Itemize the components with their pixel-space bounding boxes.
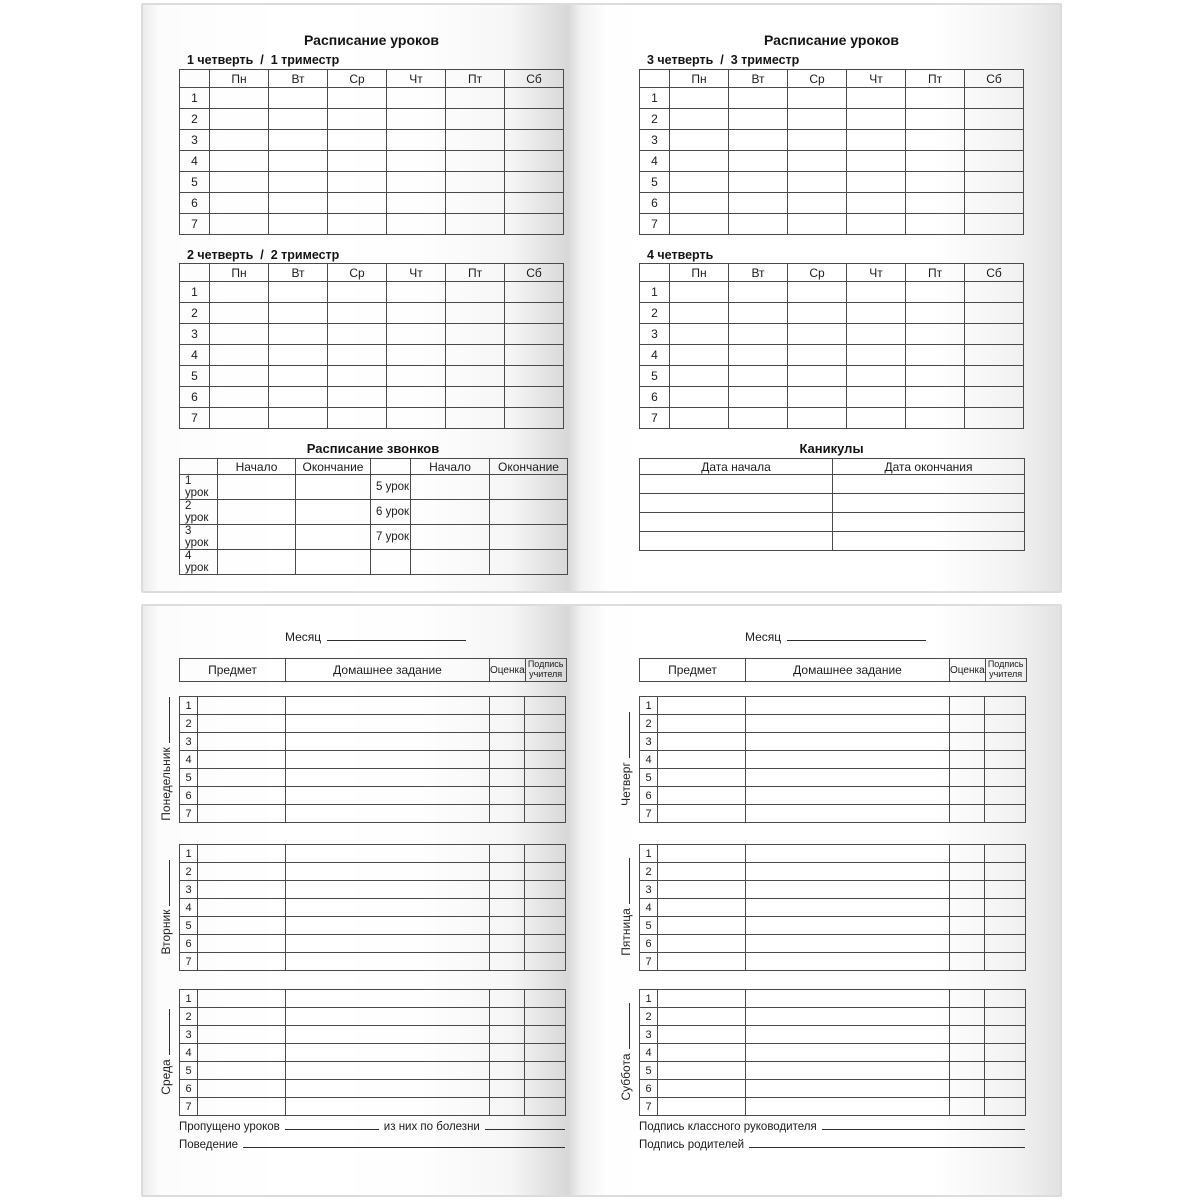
diary-columns-header-left bbox=[179, 658, 567, 682]
lesson-row bbox=[640, 899, 1026, 917]
lesson-number-cell: 4 bbox=[180, 1044, 198, 1062]
holidays-header-row bbox=[640, 459, 1025, 475]
teacher-signature-col-header: Подпись учителя bbox=[525, 659, 566, 682]
lesson-row bbox=[180, 769, 566, 787]
bells-row bbox=[180, 525, 568, 550]
day-name: Понедельник bbox=[159, 747, 173, 821]
subject-col-header: Предмет bbox=[640, 659, 746, 682]
day-col-mon: Пн bbox=[210, 70, 269, 88]
lesson-number-cell: 3 bbox=[640, 733, 658, 751]
lesson-number-cell: 2 bbox=[180, 303, 210, 324]
lesson-number-cell: 5 bbox=[180, 172, 210, 193]
day-col-thu: Чт bbox=[387, 70, 446, 88]
schedule-row bbox=[640, 109, 1024, 130]
lesson-number-cell: 3 bbox=[640, 130, 670, 151]
lesson-number-cell: 2 bbox=[180, 715, 198, 733]
behavior-row bbox=[179, 1139, 565, 1157]
day-col-fri: Пт bbox=[906, 70, 965, 88]
month-row-left bbox=[285, 630, 466, 644]
day-table-monday bbox=[179, 696, 566, 823]
lesson-row bbox=[640, 845, 1026, 863]
day-col-sat: Сб bbox=[965, 264, 1024, 282]
bell-lesson-label: 7 урок bbox=[371, 525, 411, 550]
day-header-row bbox=[640, 70, 1024, 88]
lesson-number-cell: 4 bbox=[180, 899, 198, 917]
day-label-tuesday bbox=[159, 844, 175, 970]
day-col-tue: Вт bbox=[269, 70, 328, 88]
day-table-thursday bbox=[639, 696, 1026, 823]
schedule-row bbox=[640, 193, 1024, 214]
lesson-row bbox=[180, 1080, 566, 1098]
lesson-row bbox=[180, 899, 566, 917]
lesson-row bbox=[640, 990, 1026, 1008]
lesson-number-cell: 7 bbox=[180, 953, 198, 971]
schedule-row bbox=[180, 303, 564, 324]
lesson-number-cell: 4 bbox=[640, 345, 670, 366]
homework-col-header: Домашнее задание bbox=[286, 659, 490, 682]
day-name: Вторник bbox=[159, 909, 173, 955]
lesson-row bbox=[640, 715, 1026, 733]
lesson-row bbox=[180, 881, 566, 899]
schedule-row bbox=[180, 366, 564, 387]
lesson-number-cell: 5 bbox=[180, 1062, 198, 1080]
lesson-number-cell: 4 bbox=[180, 151, 210, 172]
fill-line bbox=[285, 1129, 379, 1130]
day-label-wednesday bbox=[159, 989, 175, 1115]
day-col-tue: Вт bbox=[729, 264, 788, 282]
grade-col-header: Оценка bbox=[950, 659, 986, 682]
class-teacher-signature-row bbox=[639, 1121, 1025, 1139]
class-teacher-signature-label: Подпись классного руководителя bbox=[639, 1121, 817, 1133]
lesson-number-cell: 7 bbox=[180, 408, 210, 429]
lesson-row bbox=[180, 953, 566, 971]
lesson-row bbox=[640, 787, 1026, 805]
schedule-row bbox=[640, 130, 1024, 151]
lesson-number-cell: 1 bbox=[180, 845, 198, 863]
lesson-row bbox=[180, 863, 566, 881]
lesson-number-cell: 1 bbox=[640, 990, 658, 1008]
day-col-tue: Вт bbox=[729, 70, 788, 88]
day-col-fri: Пт bbox=[906, 264, 965, 282]
lesson-number-cell: 4 bbox=[180, 345, 210, 366]
page-title-lessons-schedule-right: Расписание уроков bbox=[764, 32, 899, 48]
start-col-header: Начало bbox=[218, 459, 296, 475]
lesson-row bbox=[180, 733, 566, 751]
day-col-wed: Ср bbox=[328, 70, 387, 88]
date-line bbox=[169, 860, 170, 906]
day-table-friday bbox=[639, 844, 1026, 971]
lesson-number-cell: 6 bbox=[180, 935, 198, 953]
homework-col-header: Домашнее задание bbox=[746, 659, 950, 682]
schedule-row bbox=[180, 88, 564, 109]
lesson-number-cell: 1 bbox=[640, 282, 670, 303]
quarter-2-label: 2 четверть / 2 триместр bbox=[187, 248, 340, 262]
lesson-row bbox=[640, 953, 1026, 971]
lesson-number-cell: 2 bbox=[640, 109, 670, 130]
left-page-footer bbox=[179, 1121, 565, 1157]
lesson-row bbox=[640, 1026, 1026, 1044]
teacher-signature-col-header: Подпись учителя bbox=[985, 659, 1026, 682]
bottom-page-spread bbox=[141, 604, 1062, 1197]
lesson-number-cell: 1 bbox=[180, 282, 210, 303]
schedule-row bbox=[180, 387, 564, 408]
lesson-row bbox=[640, 1008, 1026, 1026]
top-page-spread bbox=[141, 3, 1062, 593]
lesson-number-cell: 1 bbox=[640, 88, 670, 109]
schedule-row bbox=[640, 172, 1024, 193]
lesson-row bbox=[640, 1098, 1026, 1116]
lesson-number-cell: 3 bbox=[180, 733, 198, 751]
lesson-number-cell: 2 bbox=[640, 715, 658, 733]
lesson-row bbox=[640, 1062, 1026, 1080]
day-col-mon: Пн bbox=[670, 264, 729, 282]
lesson-number-cell: 5 bbox=[180, 769, 198, 787]
lesson-row bbox=[640, 733, 1026, 751]
lesson-number-cell: 6 bbox=[640, 387, 670, 408]
right-page-footer bbox=[639, 1121, 1025, 1157]
quarter-1-label: 1 четверть / 1 триместр bbox=[187, 53, 340, 67]
lesson-number-cell: 3 bbox=[180, 324, 210, 345]
lesson-row bbox=[180, 990, 566, 1008]
lesson-number-cell: 2 bbox=[640, 863, 658, 881]
schedule-row bbox=[180, 172, 564, 193]
diary-columns-header-right bbox=[639, 658, 1027, 682]
day-col-thu: Чт bbox=[387, 264, 446, 282]
lesson-number-cell: 3 bbox=[180, 130, 210, 151]
lesson-row bbox=[640, 769, 1026, 787]
lesson-number-cell: 5 bbox=[640, 769, 658, 787]
lesson-row bbox=[640, 1044, 1026, 1062]
lesson-row bbox=[180, 1098, 566, 1116]
sick-lessons-label: из них по болезни bbox=[383, 1121, 480, 1133]
month-label: Месяц bbox=[745, 630, 782, 644]
lesson-number-cell: 4 bbox=[640, 1044, 658, 1062]
end-date-header: Дата окончания bbox=[833, 459, 1025, 475]
lesson-number-cell: 2 bbox=[640, 1008, 658, 1026]
bell-lesson-label: 5 урок bbox=[371, 475, 411, 500]
day-name: Пятница bbox=[619, 908, 633, 956]
bells-row bbox=[180, 550, 568, 575]
lesson-number-cell: 4 bbox=[640, 151, 670, 172]
date-line bbox=[169, 697, 170, 743]
day-col-fri: Пт bbox=[446, 264, 505, 282]
day-name: Суббота bbox=[619, 1053, 633, 1101]
page-title-lessons-schedule-left: Расписание уроков bbox=[304, 32, 439, 48]
lesson-number-cell: 5 bbox=[640, 917, 658, 935]
day-table-tuesday bbox=[179, 844, 566, 971]
bells-schedule-title: Расписание звонков bbox=[306, 441, 440, 456]
lesson-row bbox=[180, 715, 566, 733]
holidays-row bbox=[640, 494, 1025, 513]
month-row-right bbox=[745, 630, 926, 644]
day-col-sat: Сб bbox=[505, 70, 564, 88]
lesson-row bbox=[180, 1026, 566, 1044]
day-col-wed: Ср bbox=[788, 264, 847, 282]
bells-header-row bbox=[180, 459, 568, 475]
schedule-row bbox=[640, 214, 1024, 235]
lesson-number-cell: 7 bbox=[180, 1098, 198, 1116]
lesson-row bbox=[180, 1062, 566, 1080]
schedule-row bbox=[640, 366, 1024, 387]
end-col-header: Окончание bbox=[296, 459, 371, 475]
lesson-number-cell: 6 bbox=[180, 787, 198, 805]
fill-line bbox=[822, 1129, 1025, 1130]
lesson-row bbox=[180, 917, 566, 935]
lesson-number-cell: 6 bbox=[180, 1080, 198, 1098]
lesson-number-cell: 7 bbox=[640, 214, 670, 235]
schedule-row bbox=[640, 408, 1024, 429]
holidays-row bbox=[640, 475, 1025, 494]
quarter-4-label: 4 четверть bbox=[647, 248, 714, 262]
lesson-row bbox=[640, 1080, 1026, 1098]
lesson-number-cell: 2 bbox=[180, 863, 198, 881]
lesson-number-cell: 1 bbox=[640, 697, 658, 715]
bell-lesson-label: 1 урок bbox=[180, 475, 218, 500]
schedule-table-quarter-4 bbox=[639, 263, 1024, 429]
lesson-row bbox=[640, 697, 1026, 715]
lesson-row bbox=[180, 1008, 566, 1026]
bell-lesson-label bbox=[371, 550, 411, 575]
grade-col-header: Оценка bbox=[490, 659, 526, 682]
schedule-row bbox=[180, 324, 564, 345]
start-col-header: Начало bbox=[411, 459, 490, 475]
subject-col-header: Предмет bbox=[180, 659, 286, 682]
day-label-monday bbox=[159, 696, 175, 822]
day-col-wed: Ср bbox=[788, 70, 847, 88]
lesson-row bbox=[640, 751, 1026, 769]
schedule-row bbox=[640, 88, 1024, 109]
fill-line bbox=[485, 1129, 565, 1130]
lesson-row bbox=[180, 935, 566, 953]
schedule-row bbox=[640, 282, 1024, 303]
day-col-fri: Пт bbox=[446, 70, 505, 88]
end-col-header: Окончание bbox=[490, 459, 568, 475]
day-col-thu: Чт bbox=[847, 264, 906, 282]
lesson-row bbox=[640, 935, 1026, 953]
lesson-number-cell: 2 bbox=[640, 303, 670, 324]
schedule-row bbox=[640, 303, 1024, 324]
day-col-mon: Пн bbox=[670, 70, 729, 88]
schedule-row bbox=[180, 282, 564, 303]
parents-signature-label: Подпись родителей bbox=[639, 1139, 745, 1151]
day-name: Четверг bbox=[619, 762, 633, 806]
day-header-row bbox=[180, 264, 564, 282]
diary-header-row bbox=[640, 659, 1027, 682]
diary-header-row bbox=[180, 659, 567, 682]
schedule-row bbox=[640, 387, 1024, 408]
date-line bbox=[629, 1004, 630, 1050]
missed-lessons-label: Пропущено уроков bbox=[179, 1121, 280, 1133]
lesson-number-cell: 3 bbox=[640, 1026, 658, 1044]
day-label-saturday bbox=[619, 989, 635, 1115]
fill-line bbox=[749, 1147, 1025, 1148]
bell-lesson-label: 3 урок bbox=[180, 525, 218, 550]
lesson-number-cell: 6 bbox=[640, 193, 670, 214]
lesson-row bbox=[180, 697, 566, 715]
holidays-row bbox=[640, 513, 1025, 532]
day-col-thu: Чт bbox=[847, 70, 906, 88]
day-col-mon: Пн bbox=[210, 264, 269, 282]
day-header-row bbox=[640, 264, 1024, 282]
lesson-number-cell: 7 bbox=[640, 408, 670, 429]
lesson-number-cell: 2 bbox=[180, 1008, 198, 1026]
day-header-row bbox=[180, 70, 564, 88]
lesson-number-cell: 6 bbox=[180, 193, 210, 214]
schedule-table-quarter-2 bbox=[179, 263, 564, 429]
behavior-label: Поведение bbox=[179, 1139, 239, 1151]
day-col-sat: Сб bbox=[965, 70, 1024, 88]
day-table-wednesday bbox=[179, 989, 566, 1116]
lesson-row bbox=[180, 751, 566, 769]
day-col-wed: Ср bbox=[328, 264, 387, 282]
missed-lessons-row bbox=[179, 1121, 565, 1139]
lesson-number-cell: 6 bbox=[640, 1080, 658, 1098]
quarter-3-label: 3 четверть / 3 триместр bbox=[647, 53, 800, 67]
fill-line bbox=[787, 640, 926, 641]
lesson-number-cell: 6 bbox=[640, 787, 658, 805]
lesson-number-cell: 7 bbox=[640, 953, 658, 971]
date-line bbox=[169, 1009, 170, 1055]
lesson-number-cell: 5 bbox=[640, 1062, 658, 1080]
lesson-row bbox=[640, 805, 1026, 823]
holidays-title: Каникулы bbox=[799, 441, 864, 456]
schedule-row bbox=[640, 324, 1024, 345]
month-label: Месяц bbox=[285, 630, 322, 644]
holidays-table bbox=[639, 458, 1025, 551]
lesson-number-cell: 3 bbox=[180, 881, 198, 899]
lesson-number-cell: 4 bbox=[640, 751, 658, 769]
lesson-row bbox=[640, 881, 1026, 899]
fill-line bbox=[327, 640, 466, 641]
lesson-row bbox=[640, 863, 1026, 881]
holidays-row bbox=[640, 532, 1025, 551]
fill-line bbox=[243, 1147, 565, 1148]
day-name: Среда bbox=[159, 1059, 173, 1095]
schedule-row bbox=[180, 130, 564, 151]
bells-schedule-table bbox=[179, 458, 568, 575]
lesson-number-cell: 1 bbox=[180, 990, 198, 1008]
schedule-row bbox=[180, 408, 564, 429]
day-col-sat: Сб bbox=[505, 264, 564, 282]
lesson-number-cell: 4 bbox=[180, 751, 198, 769]
schedule-row bbox=[180, 109, 564, 130]
bell-lesson-label: 4 урок bbox=[180, 550, 218, 575]
lesson-number-cell: 3 bbox=[180, 1026, 198, 1044]
lesson-number-cell: 7 bbox=[180, 214, 210, 235]
lesson-number-cell: 1 bbox=[180, 88, 210, 109]
lesson-number-cell: 2 bbox=[180, 109, 210, 130]
parents-signature-row bbox=[639, 1139, 1025, 1157]
schedule-row bbox=[640, 151, 1024, 172]
lesson-number-cell: 5 bbox=[640, 172, 670, 193]
bell-lesson-label: 6 урок bbox=[371, 500, 411, 525]
lesson-number-cell: 5 bbox=[180, 917, 198, 935]
lesson-row bbox=[180, 1044, 566, 1062]
date-line bbox=[629, 712, 630, 758]
lesson-number-cell: 4 bbox=[640, 899, 658, 917]
lesson-number-cell: 7 bbox=[640, 805, 658, 823]
lesson-number-cell: 5 bbox=[640, 366, 670, 387]
schedule-row bbox=[180, 345, 564, 366]
bells-row bbox=[180, 500, 568, 525]
lesson-number-cell: 6 bbox=[180, 387, 210, 408]
day-label-friday bbox=[619, 844, 635, 970]
lesson-number-cell: 1 bbox=[640, 845, 658, 863]
schedule-table-quarter-1 bbox=[179, 69, 564, 235]
schedule-row bbox=[180, 193, 564, 214]
schedule-row bbox=[180, 214, 564, 235]
lesson-number-cell: 1 bbox=[180, 697, 198, 715]
lesson-number-cell: 3 bbox=[640, 881, 658, 899]
lesson-number-cell: 3 bbox=[640, 324, 670, 345]
lesson-number-cell: 6 bbox=[640, 935, 658, 953]
lesson-row bbox=[640, 917, 1026, 935]
schedule-row bbox=[180, 151, 564, 172]
schedule-row bbox=[640, 345, 1024, 366]
day-label-thursday bbox=[619, 696, 635, 822]
lesson-row bbox=[180, 805, 566, 823]
lesson-row bbox=[180, 845, 566, 863]
bells-row bbox=[180, 475, 568, 500]
start-date-header: Дата начала bbox=[640, 459, 833, 475]
lesson-row bbox=[180, 787, 566, 805]
lesson-number-cell: 7 bbox=[640, 1098, 658, 1116]
day-table-saturday bbox=[639, 989, 1026, 1116]
bell-lesson-label: 2 урок bbox=[180, 500, 218, 525]
lesson-number-cell: 5 bbox=[180, 366, 210, 387]
day-col-tue: Вт bbox=[269, 264, 328, 282]
schedule-table-quarter-3 bbox=[639, 69, 1024, 235]
date-line bbox=[629, 858, 630, 904]
lesson-number-cell: 7 bbox=[180, 805, 198, 823]
